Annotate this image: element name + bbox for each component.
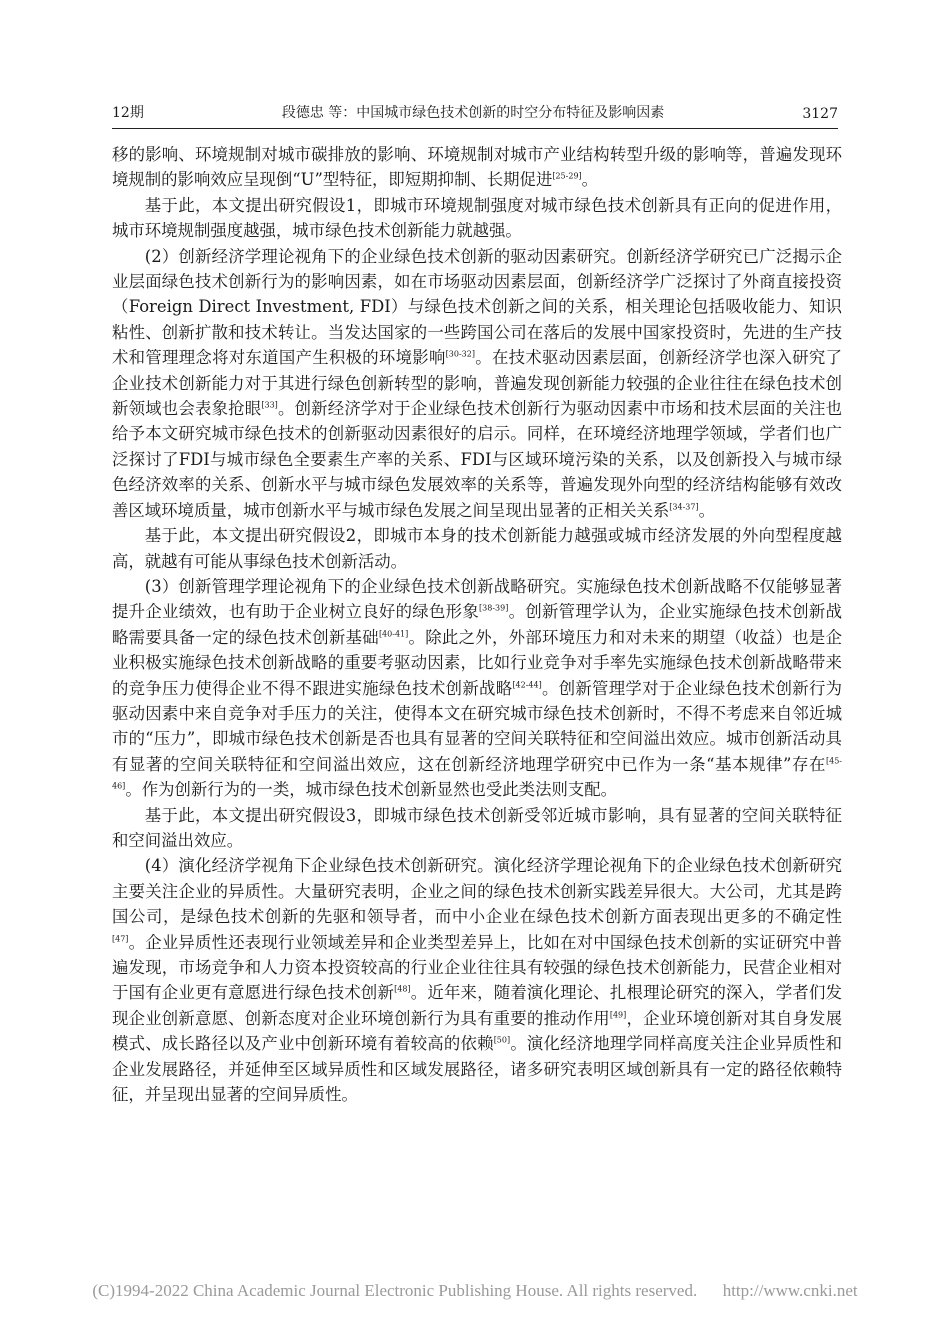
paragraph [112, 574, 842, 803]
citation-marker[interactable]: [48] [394, 984, 411, 994]
paragraph [112, 853, 842, 1107]
paragraph-text: (3）创新管理学理论视角下的企业绿色技术创新战略研究。实施绿色技术创新战略不仅能够显著提升企业绩效，也有助于企业树立良好的绿色形象 [112, 576, 842, 622]
citation-marker[interactable]: [25-29] [552, 171, 582, 181]
citation-marker[interactable]: [33] [261, 400, 278, 410]
citation-marker[interactable]: [30-32] [445, 349, 475, 359]
article-body [112, 142, 842, 1107]
paragraph-text: 。创新经济学对于企业绿色技术创新行为驱动因素中市场和技术层面的关注也给予本文研究城市绿色技术的创新驱动因素很好的启示。同样，在环境经济地理学领域，学者们也广泛探讨了FDI与城市绿色全要素生产率的关系、FDI与区域环境污染的关系，以及创新投入与城市绿色经济效率的关系、创新水平与城市绿色发展效率的关系等，普遍发现外向型的经济结构能够有效改善区域环境质量，城市创新水平与城市绿色发展之间呈现出显著的正相关关系 [112, 399, 843, 520]
paragraph-text: 。作为创新行为的一类，城市绿色技术创新显然也受此类法则支配。 [125, 780, 618, 800]
paragraph-text: 。企业异质性还表现行业领域差异和企业类型差异上，比如在对中国绿色技术创新的实证研究中普遍发现，市场竞争和人力资本投资较高的行业企业往往具有较强的绿色技术创新能力，民营企业相对于国有企业更有意愿进行绿色技术创新 [112, 932, 842, 1003]
paragraph [112, 803, 842, 854]
paragraph-text: 。创新管理学对于企业绿色技术创新行为驱动因素中来自竞争对手压力的关注，使得本文在研究城市绿色技术创新时，不得不考虑来自邻近城市的“压力”，即城市绿色技术创新是否也具有显著的空间关联特征和空间溢出效应。城市创新活动具有显著的空间关联特征和空间溢出效应，这在创新经济地理学研究中已作为一条“基本规律”存在 [112, 678, 843, 774]
paragraph [112, 193, 842, 244]
issue-label: 12期 [112, 105, 144, 121]
running-header [112, 96, 838, 129]
citation-marker[interactable]: [45-46] [112, 756, 842, 791]
copyright-footer [0, 1281, 950, 1301]
paragraph-text: (2）创新经济学理论视角下的企业绿色技术创新的驱动因素研究。创新经济学研究已广泛揭示企业层面绿色技术创新行为的影响因素，如在市场驱动因素层面，创新经济学广泛探讨了外商直接投资（Foreign Direct Investment, FDI）与绿色技术创新之间的关系，相关理论包括吸收能力、知识粘性、创新扩散和技术转让。当发达国家的一些跨国公司在落后的发展中国家投资时，先进的生产技术和管理理念将对东道国产生积极的环境影响 [112, 246, 842, 368]
paragraph-text: 移的影响、环境规制对城市碳排放的影响、环境规制对城市产业结构转型升级的影响等，普遍发现环境规制的影响效应呈现倒“U”型特征，即短期抑制、长期促进 [112, 145, 842, 190]
paragraph [112, 142, 842, 193]
citation-marker[interactable]: [47] [112, 934, 129, 944]
copyright-text: (C)1994-2022 China Academic Journal Electronic Publishing House. All rights reserved. [92, 1281, 698, 1300]
paragraph-text: 。创新管理学认为，企业实施绿色技术创新战略需要具备一定的绿色技术创新基础 [112, 602, 843, 647]
paragraph-text: ，企业环境创新对其自身发展模式、成长路径以及产业中创新环境有着较高的依赖 [112, 1008, 842, 1054]
paragraph-text: 。 [698, 500, 715, 520]
citation-marker[interactable]: [40-41] [378, 629, 409, 639]
paragraph-text: 。除此之外，外部环境压力和对未来的期望（收益）也是企业积极实施绿色技术创新战略的重要考驱动因素，比如行业竞争对手率先实施绿色技术创新战略带来的竞争压力使得企业不得不跟进实施绿色技术创新战略 [112, 627, 843, 698]
paragraph-text: 基于此，本文提出研究假设3，即城市绿色技术创新受邻近城市影响，具有显著的空间关联特征和空间溢出效应。 [112, 805, 842, 850]
paragraph-text: 。近年来，随着演化理论、扎根理论研究的深入，学者们发现企业创新意愿、创新态度对企业环境创新行为具有重要的推动作用 [112, 983, 843, 1028]
paragraph [112, 244, 842, 523]
citation-marker[interactable]: [38-39] [479, 603, 509, 613]
paragraph-text: 基于此，本文提出研究假设1，即城市环境规制强度对城市绿色技术创新具有正向的促进作用，城市环境规制强度越强，城市绿色技术创新能力就越强。 [112, 195, 842, 241]
page-number: 3127 [802, 106, 838, 122]
citation-marker[interactable]: [34-37] [669, 502, 699, 512]
citation-marker[interactable]: [49] [609, 1010, 627, 1020]
paragraph-text: 。在技术驱动因素层面，创新经济学也深入研究了企业技术创新能力对于其进行绿色创新转型的影响，普遍发现创新能力较强的企业往往在绿色技术创新领域也会表象抢眼 [112, 348, 843, 419]
running-title: 段德忠 等：中国城市绿色技术创新的时空分布特征及影响因素 [281, 105, 665, 121]
paragraph-text: 。演化经济地理学同样高度关注企业异质性和企业发展路径，并延伸至区域异质性和区域发展路径，诸多研究表明区域创新具有一定的路径依赖特征，并呈现出显著的空间异质性。 [112, 1034, 843, 1105]
paragraph-text: 基于此，本文提出研究假设2，即城市本身的技术创新能力越强或城市经济发展的外向型程度越高，就越有可能从事绿色技术创新活动。 [112, 526, 842, 571]
paragraph [112, 523, 842, 574]
paragraph-text: (4）演化经济学视角下企业绿色技术创新研究。演化经济学理论视角下的企业绿色技术创新研究主要关注企业的异质性。大量研究表明，企业之间的绿色技术创新实践差异很大。大公司，尤其是跨国公司，是绿色技术创新的先驱和领导者，而中小企业在绿色技术创新方面表现出更多的不确定性 [112, 856, 842, 927]
paragraph-text: 。 [581, 170, 599, 190]
citation-marker[interactable]: [50] [493, 1035, 511, 1045]
citation-marker[interactable]: [42-44] [512, 680, 542, 690]
cnki-link[interactable]: http://www.cnki.net [722, 1281, 858, 1300]
